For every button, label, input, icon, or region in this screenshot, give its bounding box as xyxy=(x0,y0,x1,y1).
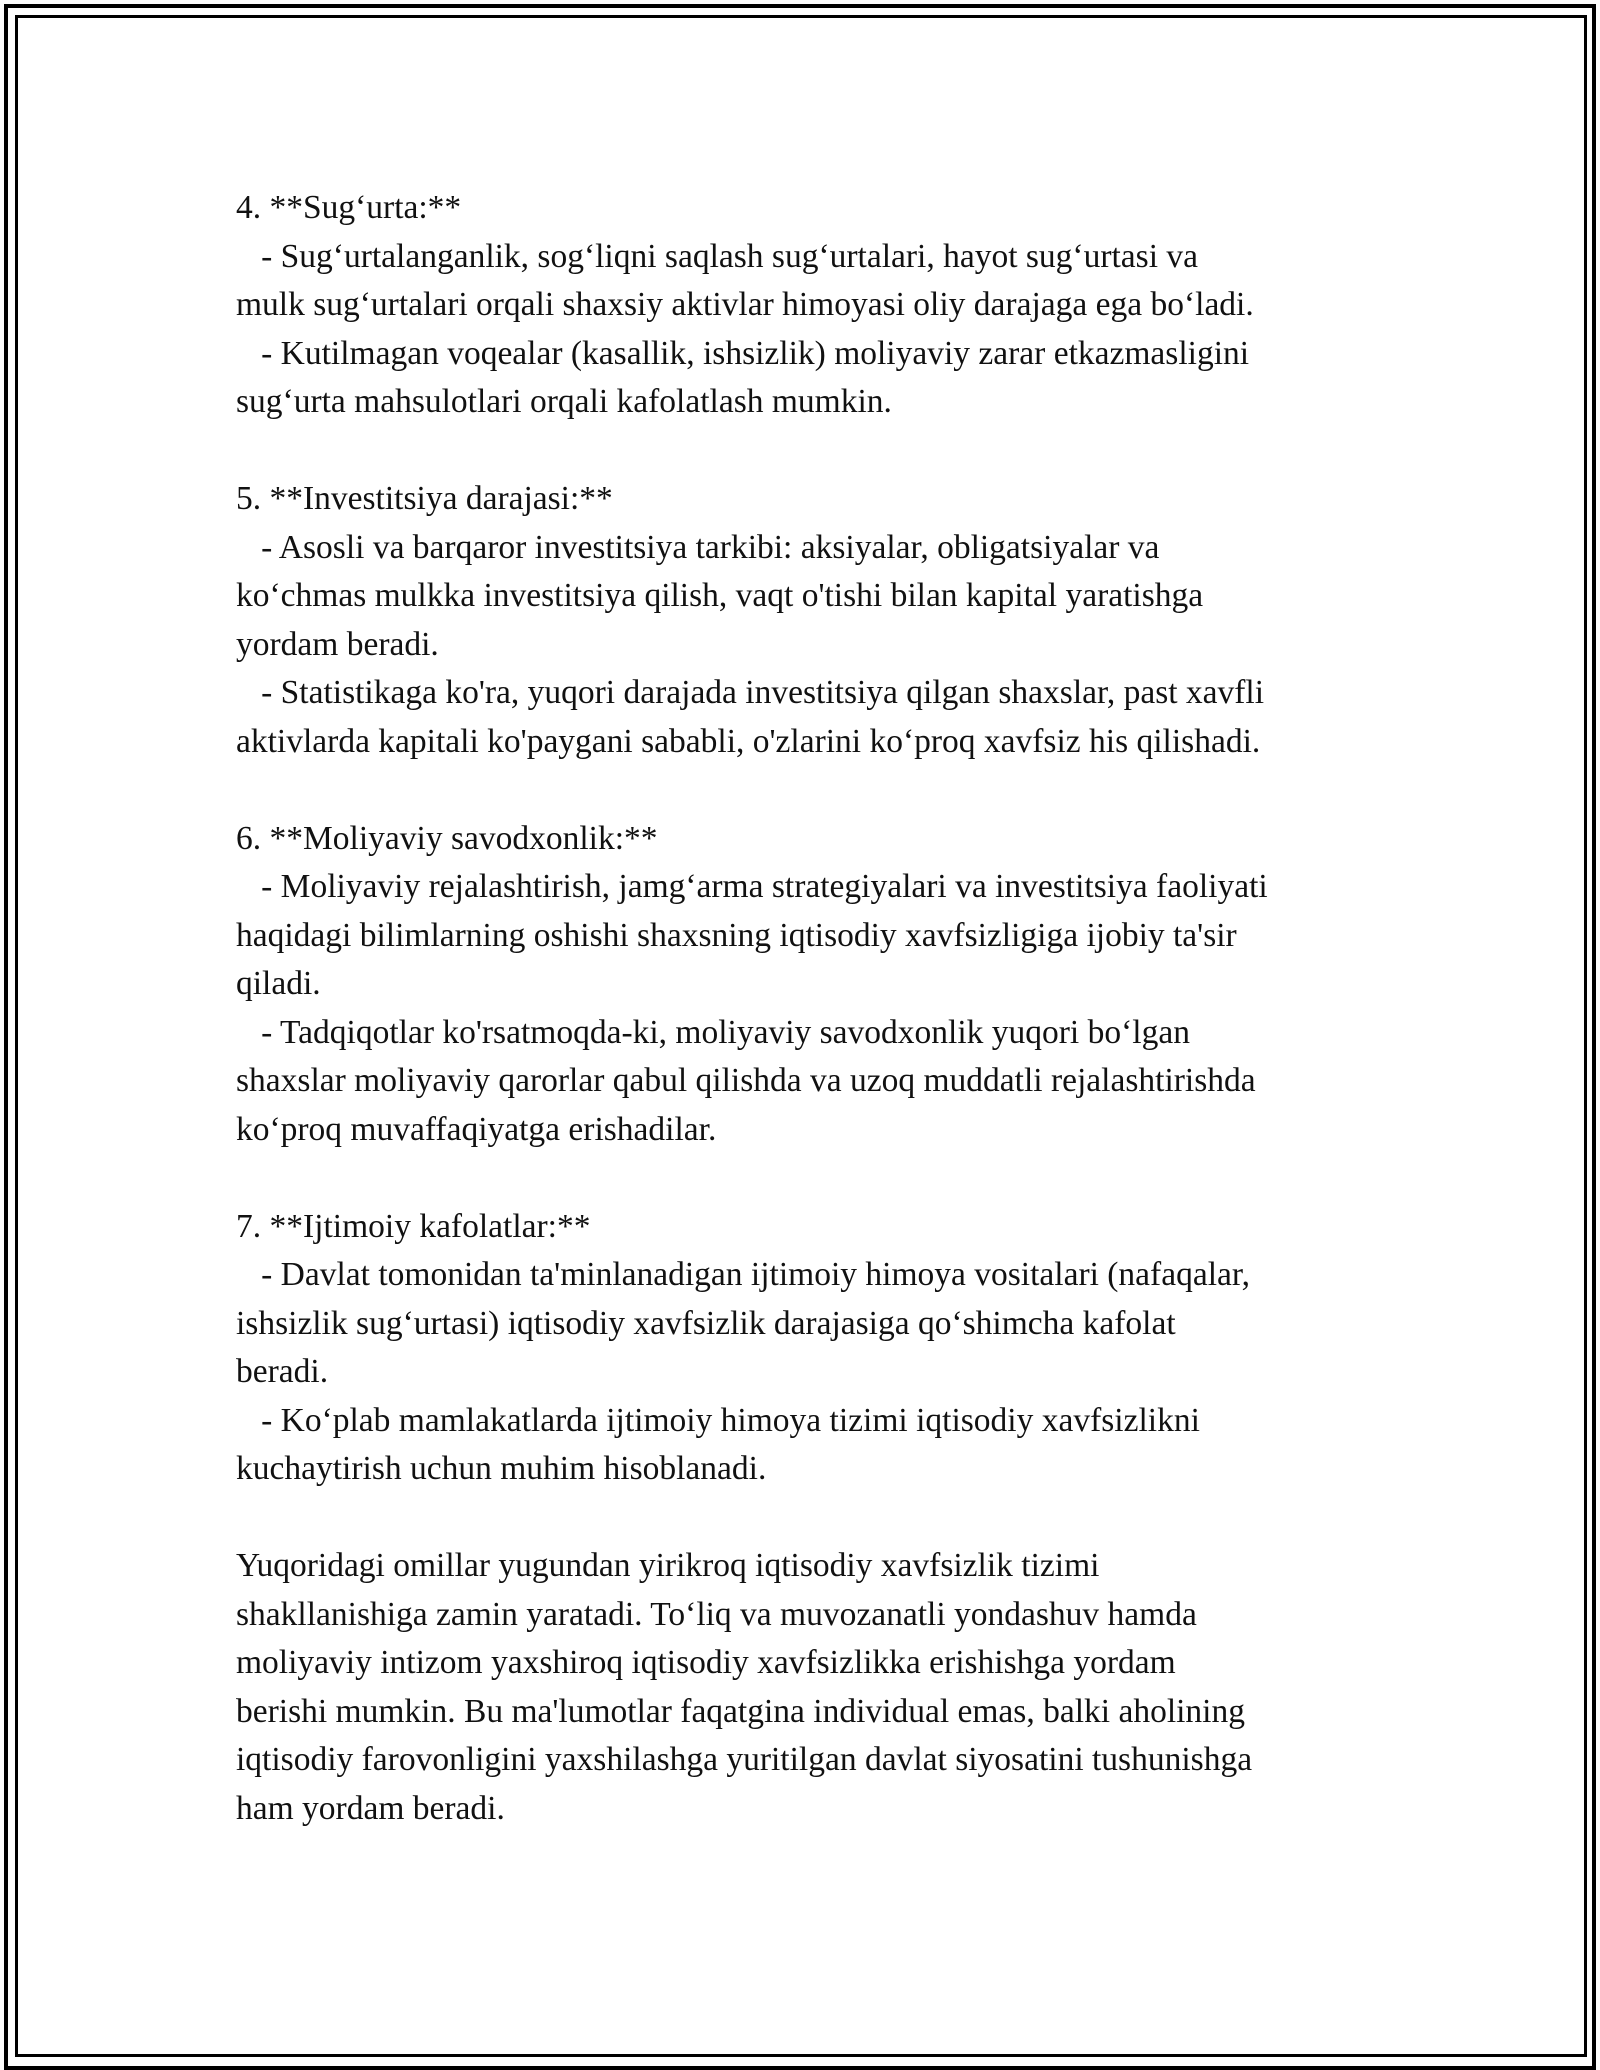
text-line: aktivlarda kapitali ko'paygani sababli, o'zlarini ko‘proq xavfsiz his qilishadi. xyxy=(236,722,1261,760)
text-line: qiladi. xyxy=(236,965,321,1002)
section-financial-literacy xyxy=(236,815,1386,1155)
section-investment-level xyxy=(236,475,1386,766)
text-line: beradi. xyxy=(236,1353,329,1390)
section-insurance xyxy=(236,184,1386,427)
text-line: - Davlat tomonidan ta'minlanadigan ijtimoiy himoya vositalari (nafaqalar, xyxy=(236,1256,1251,1293)
paragraph-spacer xyxy=(236,1154,1386,1203)
text-line: - Ko‘plab mamlakatlarda ijtimoiy himoya tizimi iqtisodiy xavfsizlikni xyxy=(236,1401,1200,1439)
text-line: - Asosli va barqaror investitsiya tarkibi: aksiyalar, obligatsiyalar va xyxy=(236,528,1160,566)
text-line: ishsizlik sug‘urtasi) iqtisodiy xavfsizlik darajasiga qo‘shimcha kafolat xyxy=(236,1304,1176,1342)
document-body xyxy=(236,184,1386,1833)
text-line: shaxslar moliyaviy qarorlar qabul qilishda va uzoq muddatli rejalashtirishda xyxy=(236,1062,1256,1099)
text-line: - Sug‘urtalanganlik, sog‘liqni saqlash sug‘urtalari, hayot sug‘urtasi va xyxy=(236,237,1198,275)
paragraph-spacer xyxy=(236,427,1386,476)
text-line: Yuqoridagi omillar yugundan yirikroq iqtisodiy xavfsizlik tizimi xyxy=(236,1547,1100,1584)
text-line: - Moliyaviy rejalashtirish, jamg‘arma strategiyalari va investitsiya faoliyati xyxy=(236,868,1268,905)
text-line: ko‘chmas mulkka investitsiya qilish, vaqt o'tishi bilan kapital yaratishga xyxy=(236,577,1204,614)
text-line: - Statistikaga ko'ra, yuqori darajada investitsiya qilgan shaxslar, past xavfli xyxy=(236,674,1265,711)
section-heading: 5. **Investitsiya darajasi:** xyxy=(236,480,613,517)
text-line: berishi mumkin. Bu ma'lumotlar faqatgina individual emas, balki aholining xyxy=(236,1692,1245,1730)
section-heading: 4. **Sug‘urta:** xyxy=(236,189,462,226)
paragraph-spacer xyxy=(236,766,1386,815)
text-line: ham yordam beradi. xyxy=(236,1789,505,1827)
text-line: moliyaviy intizom yaxshiroq iqtisodiy xavfsizlikka erishishga yordam xyxy=(236,1644,1176,1681)
text-line: shakllanishiga zamin yaratadi. To‘liq va muvozanatli yondashuv hamda xyxy=(236,1595,1197,1633)
text-line: ko‘proq muvaffaqiyatga erishadilar. xyxy=(236,1110,717,1148)
text-line: kuchaytirish uchun muhim hisoblanadi. xyxy=(236,1450,767,1487)
text-line: yordam beradi. xyxy=(236,625,439,663)
conclusion-paragraph xyxy=(236,1542,1386,1833)
text-line: haqidagi bilimlarning oshishi shaxsning iqtisodiy xavfsizligiga ijobiy ta'sir xyxy=(236,916,1237,954)
text-line: iqtisodiy farovonligini yaxshilashga yuritilgan davlat siyosatini tushunishga xyxy=(236,1741,1253,1778)
text-line: - Kutilmagan voqealar (kasallik, ishsizlik) moliyaviy zarar etkazmasligini xyxy=(236,334,1250,372)
text-line: sug‘urta mahsulotlari orqali kafolatlash mumkin. xyxy=(236,383,892,420)
text-line: mulk sug‘urtalari orqali shaxsiy aktivlar himoyasi oliy darajaga ega bo‘ladi. xyxy=(236,286,1254,323)
section-social-guarantees xyxy=(236,1203,1386,1494)
section-heading: 7. **Ijtimoiy kafolatlar:** xyxy=(236,1207,591,1245)
text-line: - Tadqiqotlar ko'rsatmoqda-ki, moliyaviy savodxonlik yuqori bo‘lgan xyxy=(236,1013,1190,1051)
paragraph-spacer xyxy=(236,1494,1386,1543)
section-heading: 6. **Moliyaviy savodxonlik:** xyxy=(236,819,658,857)
